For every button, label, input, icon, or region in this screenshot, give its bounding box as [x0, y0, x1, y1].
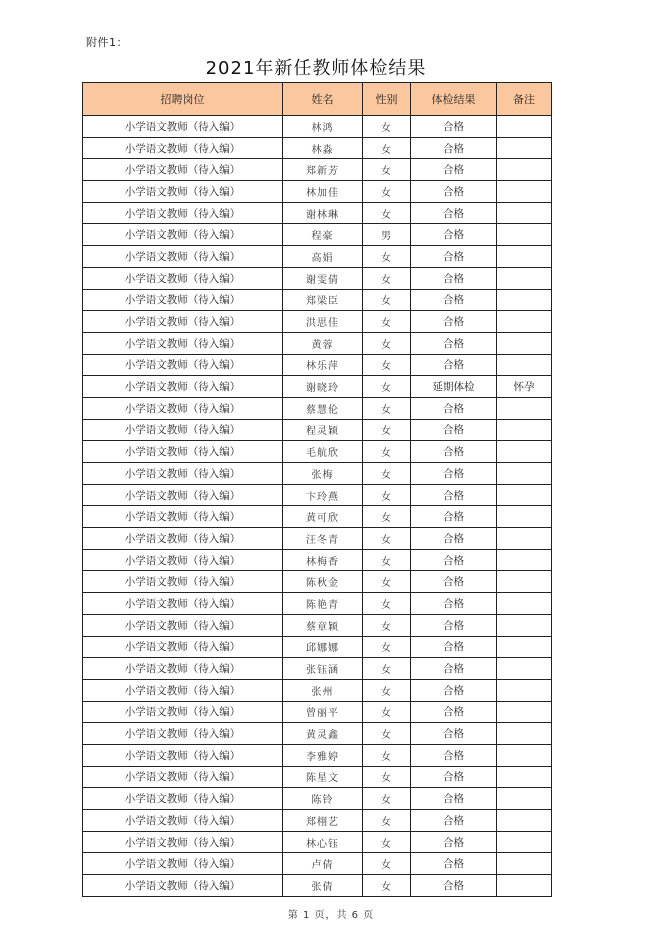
cell-name: 程灵颖 — [283, 419, 363, 441]
table-row — [83, 332, 552, 354]
cell-result: 合格 — [411, 332, 497, 354]
cell-remark — [497, 571, 552, 593]
cell-position: 小学语文教师（待入编） — [83, 354, 283, 376]
cell-position: 小学语文教师（待入编） — [83, 701, 283, 723]
table-row — [83, 571, 552, 593]
cell-remark — [497, 441, 552, 463]
cell-result: 合格 — [411, 354, 497, 376]
cell-gender: 女 — [363, 159, 411, 181]
cell-name: 张州 — [283, 679, 363, 701]
cell-result: 合格 — [411, 202, 497, 224]
cell-result: 合格 — [411, 267, 497, 289]
cell-result: 合格 — [411, 593, 497, 615]
cell-remark — [497, 528, 552, 550]
column-header-result: 体检结果 — [411, 83, 497, 116]
table-row — [83, 181, 552, 203]
cell-name: 黄蓉 — [283, 332, 363, 354]
table-row — [83, 831, 552, 853]
table-row — [83, 202, 552, 224]
cell-remark — [497, 831, 552, 853]
cell-remark — [497, 181, 552, 203]
cell-name: 曾丽平 — [283, 701, 363, 723]
cell-result: 合格 — [411, 419, 497, 441]
cell-name: 陈艳青 — [283, 593, 363, 615]
table-row — [83, 289, 552, 311]
cell-name: 李雅婷 — [283, 744, 363, 766]
cell-name: 张倩 — [283, 875, 363, 897]
cell-gender: 女 — [363, 181, 411, 203]
cell-result: 合格 — [411, 744, 497, 766]
cell-remark — [497, 224, 552, 246]
cell-position: 小学语文教师（待入编） — [83, 116, 283, 138]
cell-name: 张钰涵 — [283, 658, 363, 680]
cell-name: 林淼 — [283, 137, 363, 159]
table-header-row — [83, 83, 552, 116]
cell-remark — [497, 202, 552, 224]
cell-result: 合格 — [411, 723, 497, 745]
cell-gender: 女 — [363, 484, 411, 506]
attachment-label: 附件1： — [86, 36, 128, 49]
cell-remark — [497, 744, 552, 766]
cell-remark — [497, 766, 552, 788]
cell-position: 小学语文教师（待入编） — [83, 723, 283, 745]
cell-name: 陈星文 — [283, 766, 363, 788]
cell-result: 合格 — [411, 181, 497, 203]
table-row — [83, 701, 552, 723]
cell-remark — [497, 246, 552, 268]
cell-remark — [497, 289, 552, 311]
cell-gender: 女 — [363, 701, 411, 723]
cell-result: 合格 — [411, 289, 497, 311]
cell-position: 小学语文教师（待入编） — [83, 875, 283, 897]
cell-remark — [497, 506, 552, 528]
cell-result: 合格 — [411, 614, 497, 636]
cell-result: 合格 — [411, 636, 497, 658]
table-row — [83, 267, 552, 289]
cell-gender: 女 — [363, 354, 411, 376]
cell-remark — [497, 593, 552, 615]
cell-result: 合格 — [411, 528, 497, 550]
cell-name: 林鸿 — [283, 116, 363, 138]
table-row — [83, 246, 552, 268]
table-row — [83, 679, 552, 701]
results-table — [82, 82, 552, 897]
cell-position: 小学语文教师（待入编） — [83, 246, 283, 268]
table-row — [83, 723, 552, 745]
cell-result: 合格 — [411, 311, 497, 333]
cell-gender: 女 — [363, 679, 411, 701]
table-row — [83, 744, 552, 766]
cell-position: 小学语文教师（待入编） — [83, 137, 283, 159]
cell-name: 谢林琳 — [283, 202, 363, 224]
cell-remark — [497, 679, 552, 701]
cell-name: 程豪 — [283, 224, 363, 246]
cell-result: 合格 — [411, 679, 497, 701]
cell-gender: 女 — [363, 528, 411, 550]
cell-name: 郑新芳 — [283, 159, 363, 181]
cell-remark — [497, 267, 552, 289]
cell-name: 洪思佳 — [283, 311, 363, 333]
cell-position: 小学语文教师（待入编） — [83, 810, 283, 832]
cell-result: 合格 — [411, 116, 497, 138]
cell-position: 小学语文教师（待入编） — [83, 267, 283, 289]
cell-position: 小学语文教师（待入编） — [83, 332, 283, 354]
cell-remark — [497, 549, 552, 571]
cell-gender: 女 — [363, 116, 411, 138]
cell-result: 合格 — [411, 397, 497, 419]
cell-remark — [497, 614, 552, 636]
cell-result: 合格 — [411, 137, 497, 159]
cell-position: 小学语文教师（待入编） — [83, 441, 283, 463]
cell-position: 小学语文教师（待入编） — [83, 549, 283, 571]
cell-name: 郑栩艺 — [283, 810, 363, 832]
table-row — [83, 376, 552, 398]
column-header-remark: 备注 — [497, 83, 552, 116]
cell-gender: 女 — [363, 831, 411, 853]
table-row — [83, 528, 552, 550]
cell-gender: 女 — [363, 571, 411, 593]
cell-name: 谢晓玲 — [283, 376, 363, 398]
cell-position: 小学语文教师（待入编） — [83, 831, 283, 853]
cell-name: 林加佳 — [283, 181, 363, 203]
cell-remark — [497, 701, 552, 723]
cell-result: 合格 — [411, 853, 497, 875]
cell-result: 合格 — [411, 658, 497, 680]
cell-gender: 女 — [363, 875, 411, 897]
cell-remark — [497, 463, 552, 485]
table-row — [83, 397, 552, 419]
page-title: 2021年新任教师体检结果 — [205, 58, 427, 79]
cell-position: 小学语文教师（待入编） — [83, 419, 283, 441]
cell-remark — [497, 875, 552, 897]
cell-position: 小学语文教师（待入编） — [83, 289, 283, 311]
cell-name: 林心钰 — [283, 831, 363, 853]
column-header-gender: 性别 — [363, 83, 411, 116]
cell-position: 小学语文教师（待入编） — [83, 658, 283, 680]
cell-name: 陈铃 — [283, 788, 363, 810]
cell-remark — [497, 636, 552, 658]
cell-gender: 女 — [363, 311, 411, 333]
cell-result: 合格 — [411, 463, 497, 485]
cell-gender: 女 — [363, 332, 411, 354]
cell-gender: 女 — [363, 397, 411, 419]
table-row — [83, 484, 552, 506]
cell-remark — [497, 419, 552, 441]
cell-result: 合格 — [411, 766, 497, 788]
cell-position: 小学语文教师（待入编） — [83, 311, 283, 333]
cell-position: 小学语文教师（待入编） — [83, 159, 283, 181]
cell-result: 合格 — [411, 484, 497, 506]
column-header-name: 姓名 — [283, 83, 363, 116]
cell-gender: 女 — [363, 441, 411, 463]
column-header-position: 招聘岗位 — [83, 83, 283, 116]
cell-name: 邱娜娜 — [283, 636, 363, 658]
table-row — [83, 549, 552, 571]
cell-position: 小学语文教师（待入编） — [83, 397, 283, 419]
cell-position: 小学语文教师（待入编） — [83, 528, 283, 550]
cell-result: 合格 — [411, 875, 497, 897]
cell-gender: 女 — [363, 267, 411, 289]
cell-gender: 女 — [363, 419, 411, 441]
cell-position: 小学语文教师（待入编） — [83, 766, 283, 788]
cell-name: 黄灵鑫 — [283, 723, 363, 745]
cell-remark — [497, 159, 552, 181]
cell-position: 小学语文教师（待入编） — [83, 506, 283, 528]
cell-position: 小学语文教师（待入编） — [83, 853, 283, 875]
cell-gender: 女 — [363, 137, 411, 159]
cell-position: 小学语文教师（待入编） — [83, 744, 283, 766]
table-row — [83, 159, 552, 181]
table-row — [83, 137, 552, 159]
table-row — [83, 875, 552, 897]
cell-remark — [497, 137, 552, 159]
table-row — [83, 593, 552, 615]
cell-result: 合格 — [411, 831, 497, 853]
cell-position: 小学语文教师（待入编） — [83, 484, 283, 506]
cell-name: 林乐萍 — [283, 354, 363, 376]
table-row — [83, 658, 552, 680]
cell-gender: 女 — [363, 810, 411, 832]
cell-position: 小学语文教师（待入编） — [83, 593, 283, 615]
cell-gender: 女 — [363, 723, 411, 745]
cell-remark — [497, 311, 552, 333]
table-row — [83, 311, 552, 333]
cell-gender: 女 — [363, 658, 411, 680]
table-row — [83, 116, 552, 138]
cell-name: 汪冬青 — [283, 528, 363, 550]
table-row — [83, 354, 552, 376]
table-body — [83, 116, 552, 897]
cell-position: 小学语文教师（待入编） — [83, 202, 283, 224]
cell-remark — [497, 658, 552, 680]
cell-position: 小学语文教师（待入编） — [83, 614, 283, 636]
cell-remark — [497, 788, 552, 810]
cell-name: 张梅 — [283, 463, 363, 485]
cell-gender: 女 — [363, 506, 411, 528]
table-row — [83, 810, 552, 832]
cell-remark: 怀孕 — [497, 376, 552, 398]
cell-position: 小学语文教师（待入编） — [83, 463, 283, 485]
cell-name: 卢倩 — [283, 853, 363, 875]
cell-position: 小学语文教师（待入编） — [83, 224, 283, 246]
table-row — [83, 636, 552, 658]
table-row — [83, 614, 552, 636]
cell-result: 合格 — [411, 224, 497, 246]
cell-name: 林梅香 — [283, 549, 363, 571]
cell-gender: 女 — [363, 376, 411, 398]
cell-gender: 女 — [363, 202, 411, 224]
cell-position: 小学语文教师（待入编） — [83, 181, 283, 203]
cell-name: 郑梁臣 — [283, 289, 363, 311]
cell-gender: 女 — [363, 788, 411, 810]
cell-gender: 女 — [363, 853, 411, 875]
cell-remark — [497, 484, 552, 506]
table-row — [83, 788, 552, 810]
cell-result: 合格 — [411, 701, 497, 723]
cell-remark — [497, 116, 552, 138]
cell-name: 蔡慧伦 — [283, 397, 363, 419]
cell-remark — [497, 354, 552, 376]
cell-name: 谢雯倩 — [283, 267, 363, 289]
cell-name: 卞玲燕 — [283, 484, 363, 506]
cell-gender: 男 — [363, 224, 411, 246]
cell-result: 合格 — [411, 810, 497, 832]
cell-gender: 女 — [363, 636, 411, 658]
cell-result: 合格 — [411, 549, 497, 571]
cell-gender: 女 — [363, 549, 411, 571]
table-row — [83, 463, 552, 485]
cell-result: 合格 — [411, 788, 497, 810]
cell-gender: 女 — [363, 246, 411, 268]
cell-remark — [497, 397, 552, 419]
cell-result: 合格 — [411, 506, 497, 528]
cell-remark — [497, 810, 552, 832]
cell-name: 黄可欣 — [283, 506, 363, 528]
cell-name: 高娟 — [283, 246, 363, 268]
cell-result: 合格 — [411, 441, 497, 463]
cell-name: 蔡章颖 — [283, 614, 363, 636]
table-row — [83, 506, 552, 528]
cell-gender: 女 — [363, 289, 411, 311]
cell-remark — [497, 853, 552, 875]
cell-result: 延期体检 — [411, 376, 497, 398]
cell-gender: 女 — [363, 463, 411, 485]
cell-remark — [497, 332, 552, 354]
table-row — [83, 441, 552, 463]
table-row — [83, 224, 552, 246]
table-row — [83, 853, 552, 875]
cell-position: 小学语文教师（待入编） — [83, 571, 283, 593]
cell-position: 小学语文教师（待入编） — [83, 788, 283, 810]
cell-gender: 女 — [363, 766, 411, 788]
cell-position: 小学语文教师（待入编） — [83, 376, 283, 398]
cell-name: 陈秋金 — [283, 571, 363, 593]
cell-gender: 女 — [363, 614, 411, 636]
cell-gender: 女 — [363, 593, 411, 615]
cell-gender: 女 — [363, 744, 411, 766]
page-footer: 第 1 页，共 6 页 — [287, 910, 375, 921]
cell-position: 小学语文教师（待入编） — [83, 636, 283, 658]
cell-result: 合格 — [411, 159, 497, 181]
table-row — [83, 766, 552, 788]
cell-result: 合格 — [411, 246, 497, 268]
cell-position: 小学语文教师（待入编） — [83, 679, 283, 701]
cell-name: 毛航欣 — [283, 441, 363, 463]
cell-remark — [497, 723, 552, 745]
cell-result: 合格 — [411, 571, 497, 593]
table-row — [83, 419, 552, 441]
